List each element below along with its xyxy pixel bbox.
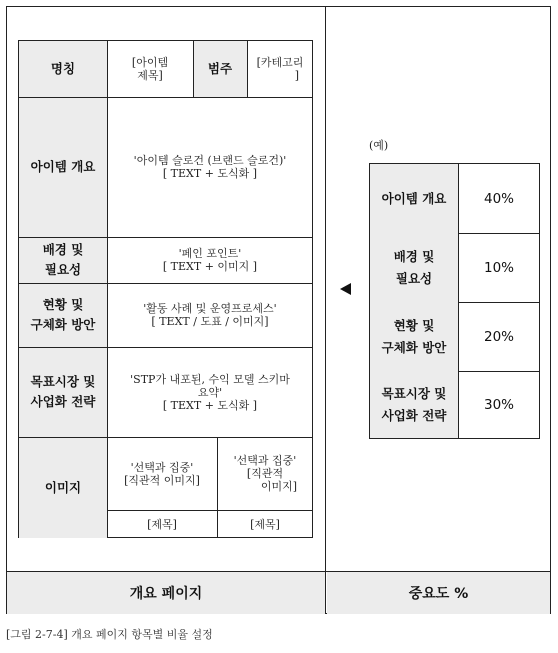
image1-placeholder (107, 437, 217, 510)
image2-line: [직관적 (246, 467, 284, 480)
overview-value-line: '아이템 슬로건 (브랜드 슬로건)' (133, 154, 287, 167)
weights-table (369, 163, 540, 439)
status-label-line: 구체화 방안 (30, 317, 96, 332)
weight-label-overview (370, 164, 459, 233)
weight-label-background (370, 233, 459, 302)
figure-caption: [그림 2-7-4] 개요 페이지 항목별 비율 설정 (6, 628, 213, 641)
background-label (19, 237, 107, 283)
weight-value-background: 10% (483, 259, 514, 276)
grid-line (247, 41, 248, 97)
background-value (107, 237, 313, 283)
grid-line (19, 347, 313, 348)
grid-line (19, 237, 313, 238)
grid-line (107, 510, 313, 511)
image1-caption (107, 510, 217, 538)
weight-label-text: 사업화 전략 (381, 407, 447, 423)
grid-line (107, 41, 108, 538)
weight-value-overview: 40% (483, 190, 514, 207)
overview-label-text: 아이템 개요 (30, 159, 96, 174)
market-value-line: 요약' (197, 385, 223, 399)
weight-label-text: 목표시장 및 (381, 385, 447, 401)
image2-caption-text: [제목] (250, 517, 280, 531)
image2-caption (217, 510, 313, 538)
overview-label (19, 97, 107, 237)
weight-label-text: 현황 및 (393, 317, 435, 333)
grid-line (193, 41, 194, 97)
name-label-text: 명칭 (50, 61, 76, 76)
weight-label-text: 필요성 (395, 270, 433, 286)
category-value-line: ] (294, 69, 299, 82)
market-label-line: 목표시장 및 (30, 374, 96, 389)
status-label (19, 283, 107, 347)
category-label (193, 41, 247, 97)
weight-label-status (370, 302, 459, 371)
overview-value (107, 97, 313, 237)
image1-line: [직관적 이미지] (124, 473, 200, 487)
category-value (247, 41, 313, 97)
image2-placeholder (217, 437, 313, 510)
background-label-line: 필요성 (44, 262, 82, 277)
example-label: (예) (369, 139, 389, 152)
category-value-line: [카테고리 (256, 56, 304, 69)
status-value-line: [ TEXT / 도표 / 이미지] (151, 315, 269, 328)
weight-label-text: 아이템 개요 (381, 190, 447, 206)
market-label-line: 사업화 전략 (30, 394, 96, 409)
market-value (107, 347, 313, 437)
grid-line (19, 437, 313, 438)
image2-line: '선택과 집중' (233, 454, 297, 467)
grid-line (19, 97, 313, 98)
market-label (19, 347, 107, 437)
status-value-line: '활동 사례 및 운영프로세스' (143, 302, 277, 315)
image-label-text: 이미지 (44, 479, 82, 495)
image1-caption-text: [제목] (147, 517, 177, 531)
image1-line: '선택과 집중' (130, 460, 194, 474)
overview-value-line: [ TEXT + 도식화 ] (162, 167, 258, 180)
left-arrow-icon (340, 283, 351, 295)
status-value (107, 283, 313, 347)
background-label-line: 배경 및 (42, 242, 84, 257)
weight-value-status: 20% (483, 328, 514, 345)
background-value-line: [ TEXT + 이미지 ] (162, 260, 258, 273)
weight-label-market (370, 371, 459, 438)
grid-line (19, 283, 313, 284)
footer-overview-page: 개요 페이지 (7, 572, 325, 614)
name-value-line: 제목] (137, 69, 163, 82)
footer-importance: 중요도 % (327, 572, 550, 614)
name-label (19, 41, 107, 97)
market-value-line: 'STP가 내포된, 수익 모델 스키마 (130, 372, 290, 386)
image2-line: 이미지] (260, 480, 297, 493)
background-value-line: '페인 포인트' (178, 247, 242, 260)
weight-label-text: 구체화 방안 (381, 339, 447, 355)
status-label-line: 현황 및 (42, 297, 84, 312)
grid-line (217, 437, 218, 538)
column-divider (325, 6, 326, 614)
category-label-text: 범주 (207, 61, 233, 76)
overview-page-form (18, 40, 313, 538)
image-label (19, 437, 107, 538)
market-value-line: [ TEXT + 도식화 ] (162, 398, 258, 412)
name-value (107, 41, 193, 97)
name-value-line: [아이템 (131, 56, 169, 69)
weight-label-text: 배경 및 (393, 248, 435, 264)
weight-value-market: 30% (483, 396, 514, 413)
